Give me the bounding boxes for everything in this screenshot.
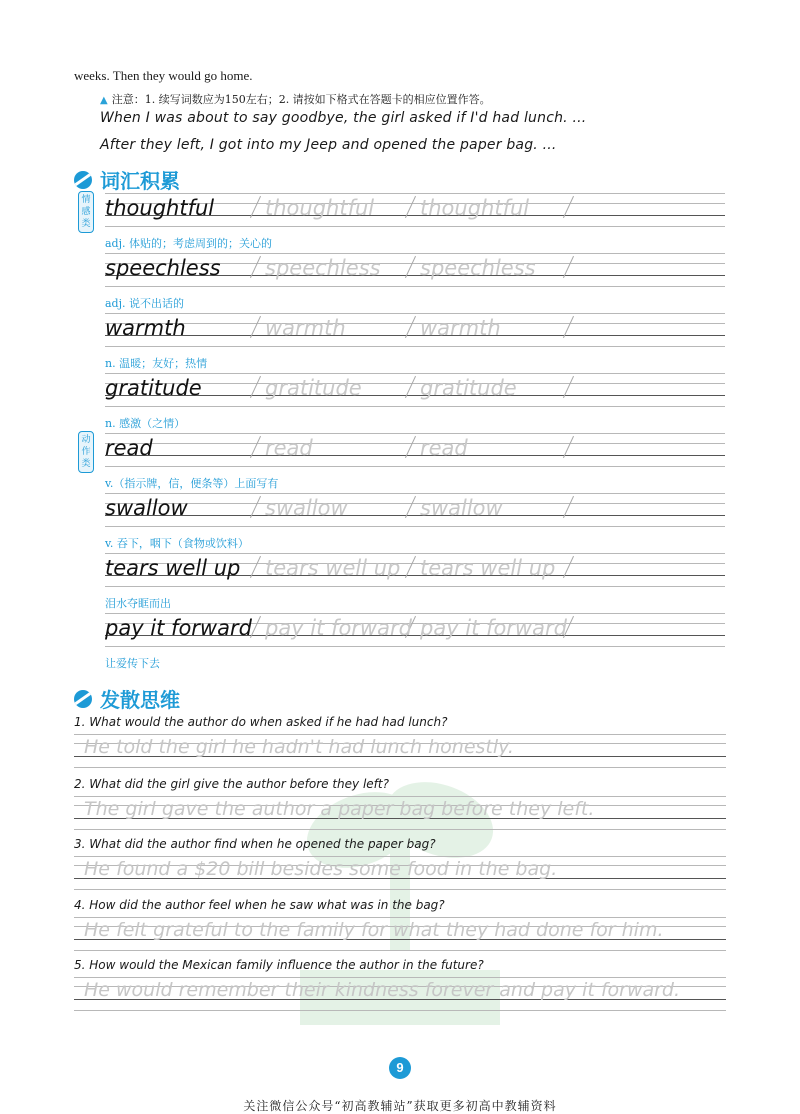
vocab-trace: tears well up [265,556,401,580]
vocab-definition: n. 感激（之情） [105,417,186,430]
question-block [74,777,726,837]
note-text: 注意：1. 续写词数应为150左右；2. 请按如下格式在答题卡的相应位置作答。 [111,93,491,106]
vocab-trace: thoughtful [265,196,375,220]
vocab-definition: v.（指示牌，信，便条等）上面写有 [105,477,279,490]
vocab-word: speechless [105,256,221,280]
vocab-row [105,373,725,433]
vocab-row [105,193,725,253]
section-title: 发散思维 [100,688,180,712]
question-text: 1. What would the author do when asked if he had had lunch? [74,715,448,729]
section-icon [74,690,92,708]
vocab-trace: swallow [265,496,348,520]
vocab-trace: pay it forward [265,616,412,640]
vocab-word: thoughtful [105,196,215,220]
question-text: 5. How would the Mexican family influence the author in the future? [74,958,484,972]
category-tag-emotion: 情感类 [78,191,94,233]
vocab-trace: speechless [420,256,536,280]
vocab-trace: warmth [265,316,346,340]
vocab-definition: adj. 说不出话的 [105,297,185,310]
vocab-word: read [105,436,153,460]
vocab-row [105,313,725,373]
question-block [74,898,726,958]
vocab-definition: adj. 体贴的；考虑周到的；关心的 [105,237,273,250]
vocab-row [105,493,725,553]
vocab-trace: warmth [420,316,501,340]
category-tag-action: 动作类 [78,431,94,473]
question-text: 3. What did the author find when he opened the paper bag? [74,837,436,851]
vocab-word: gratitude [105,376,202,400]
vocab-trace: swallow [420,496,503,520]
question-text: 4. How did the author feel when he saw what was in the bag? [74,898,445,912]
vocab-definition: 泪水夺眶而出 [105,597,171,610]
answer-trace: The girl gave the author a paper bag before they left. [84,798,595,820]
vocab-trace: read [265,436,313,460]
question-block [74,715,726,775]
vocab-row [105,253,725,313]
section-heading-vocab [74,165,180,194]
vocab-trace: read [420,436,468,460]
vocab-word: pay it forward [105,616,252,640]
answer-trace: He told the girl he hadn't had lunch honestly. [84,736,514,758]
vocab-word: tears well up [105,556,241,580]
vocab-trace: gratitude [265,376,362,400]
section-icon [74,171,92,189]
vocab-trace: tears well up [420,556,556,580]
vocab-row [105,433,725,493]
answer-trace: He found a $20 bill besides some food in the bag. [84,858,558,880]
section-title: 词汇积累 [100,169,180,193]
page-number: 9 [389,1057,411,1079]
vocab-definition: n. 温暖；友好；热情 [105,357,208,370]
vocab-row [105,553,725,613]
answer-trace: He felt grateful to the family for what they had done for him. [84,919,664,941]
continuation-line-1: When I was about to say goodbye, the girl asked if I'd had lunch. ... [100,110,587,126]
vocab-trace: speechless [265,256,381,280]
vocab-word: swallow [105,496,188,520]
intro-text: weeks. Then they would go home. [74,68,253,83]
vocab-row [105,613,725,673]
vocab-definition: v. 吞下，咽下（食物或饮料） [105,537,249,550]
note-icon: ▲ [100,95,108,106]
writing-note [100,91,491,107]
vocab-definition: 让爱传下去 [105,657,160,670]
answer-trace: He would remember their kindness forever and pay it forward. [84,979,681,1001]
vocab-trace: thoughtful [420,196,530,220]
vocab-trace: pay it forward [420,616,567,640]
footer-text: 关注微信公众号“初高教辅站”获取更多初高中教辅资料 [243,1099,557,1113]
vocab-trace: gratitude [420,376,517,400]
question-block [74,837,726,897]
question-block [74,958,726,1018]
vocab-word: warmth [105,316,186,340]
continuation-line-2: After they left, I got into my Jeep and opened the paper bag. ... [100,137,557,153]
section-heading-thinking [74,684,180,713]
question-text: 2. What did the girl give the author before they left? [74,777,389,791]
